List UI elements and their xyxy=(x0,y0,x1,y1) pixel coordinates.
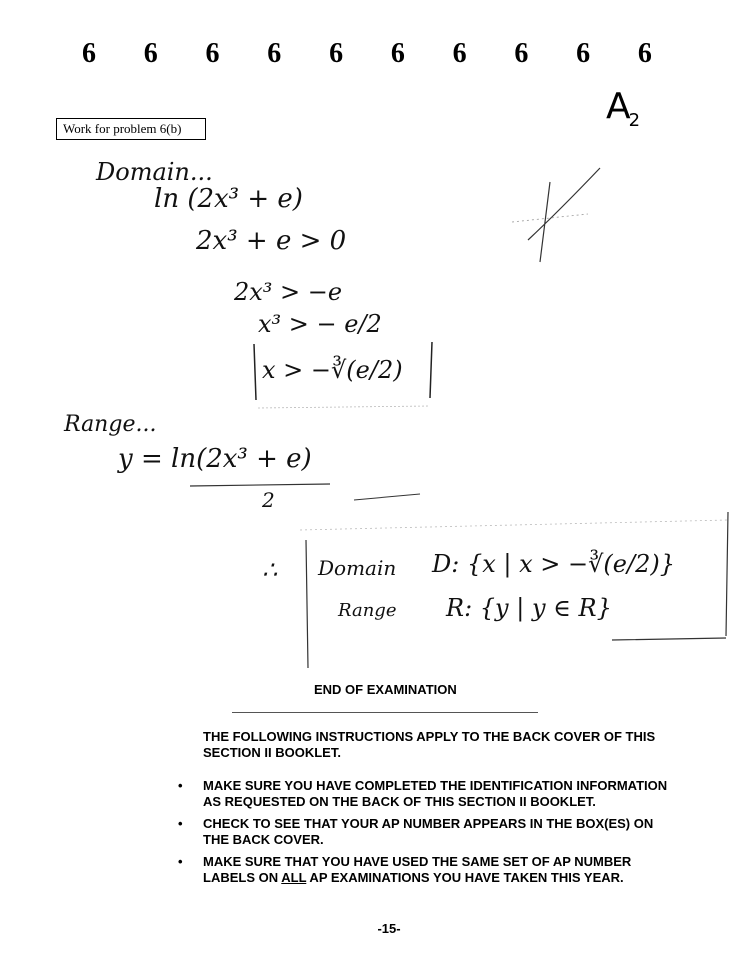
section-six: 6 xyxy=(514,38,529,69)
bullet-icon: • xyxy=(178,778,183,793)
hw-domain-result: x > −∛(e/2) xyxy=(262,356,403,384)
hw-therefore: ∴ xyxy=(262,556,278,584)
divider xyxy=(232,712,538,713)
section-six: 6 xyxy=(390,38,405,69)
bullet-icon: • xyxy=(178,854,183,869)
hw-final-domain-set: D: {x | x > −∛(e/2)} xyxy=(432,550,675,578)
hw-range-equation: y = ln(2x³ + e) xyxy=(118,444,312,474)
hw-inequality-3: x³ > − e/2 xyxy=(258,310,382,338)
hw-range-heading: Range... xyxy=(64,412,157,437)
section-six: 6 xyxy=(329,38,344,69)
section-six: 6 xyxy=(576,38,591,69)
instruction-list xyxy=(178,778,678,892)
hw-final-domain-label: Domain xyxy=(318,556,397,580)
section-six: 6 xyxy=(205,38,220,69)
hw-inequality-1: 2x³ + e > 0 xyxy=(196,226,347,256)
list-item: • CHECK TO SEE THAT YOUR AP NUMBER APPEARS IN THE BOX(ES) ON THE BACK COVER. xyxy=(178,816,654,847)
underlined-all: ALL xyxy=(281,870,307,885)
hw-final-range-set: R: {y | y ∈ R} xyxy=(446,594,612,622)
section-six: 6 xyxy=(143,38,158,69)
list-item: • MAKE SURE THAT YOU HAVE USED THE SAME SET OF AP NUMBER LABELS ON ALL AP EXAMINATIONS YOU HAVE TAKEN THIS YEAR. xyxy=(178,854,632,885)
section-six: 6 xyxy=(267,38,282,69)
hw-final-range-label: Range xyxy=(338,600,397,621)
page-number: -15- xyxy=(377,921,401,936)
work-label-box: Work for problem 6(b) xyxy=(56,118,206,140)
bullet-icon: • xyxy=(178,816,183,831)
hw-range-denominator: 2 xyxy=(262,488,275,512)
section-six: 6 xyxy=(82,38,96,69)
list-item: • MAKE SURE YOU HAVE COMPLETED THE IDENTIFICATION INFORMATION AS REQUESTED ON THE BACK OF THIS SECTION II BOOKLET. xyxy=(178,778,668,809)
instructions-heading: THE FOLLOWING INSTRUCTIONS APPLY TO THE BACK COVER OF THIS SECTION II BOOKLET. xyxy=(203,729,656,760)
grade-mark: $A_2$ xyxy=(606,86,639,132)
section-six: 6 xyxy=(452,38,467,69)
hw-ln-expression: ln (2x³ + e) xyxy=(154,184,303,214)
end-of-examination: END OF EXAMINATION xyxy=(314,682,457,697)
section-six: 6 xyxy=(637,38,652,69)
hw-inequality-2: 2x³ > −e xyxy=(234,278,343,306)
hw-domain-heading: Domain... xyxy=(96,158,213,186)
